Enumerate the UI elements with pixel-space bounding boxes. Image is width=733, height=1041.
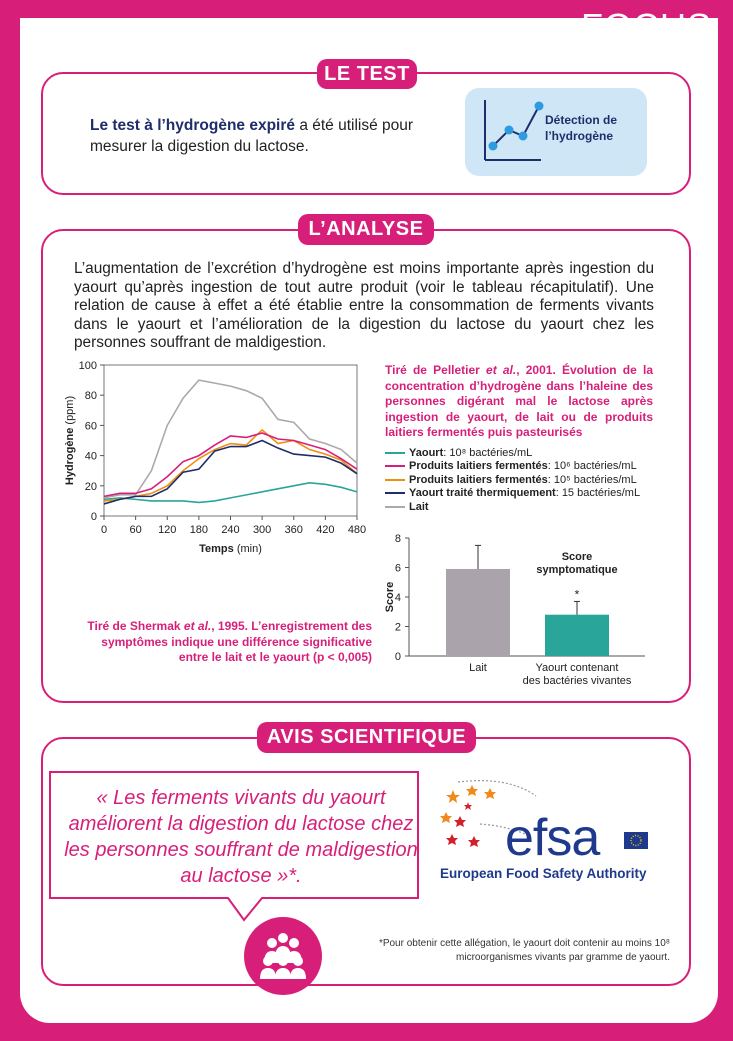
category-label: Lait — [469, 662, 487, 674]
quote-text: « Les ferments vivants du yaourt améliorent la digestion du lactose chez les personnes souffrant de maldigestion au lactose »*. — [64, 787, 418, 887]
legend-swatch — [385, 479, 405, 481]
y-axis-label — [64, 396, 76, 485]
x-tick-label: 60 — [129, 524, 142, 536]
x-tick-label: 420 — [316, 524, 335, 536]
series-line — [104, 430, 357, 501]
category-label — [523, 662, 632, 687]
analyse-title: L’ANALYSE — [298, 214, 434, 245]
efsa-wordmark: efsa — [505, 809, 600, 867]
x-tick-label: 300 — [252, 524, 272, 536]
y-axis-label-unit: (ppm) — [64, 395, 76, 428]
test-text-bold: Le test à l’hydrogène expiré — [90, 117, 296, 134]
x-axis-label-unit: (min) — [233, 543, 262, 555]
x-tick-label: 240 — [221, 524, 240, 536]
test-text-rest: a été utilisé pour mesurer la digestion du lactose. — [90, 117, 414, 155]
y-axis-label-main: Hydrogène — [64, 427, 76, 486]
x-tick-label: 360 — [284, 524, 303, 536]
x-tick-label: 480 — [347, 524, 367, 536]
category-label-line: Yaourt contenant — [535, 662, 619, 674]
x-axis-label-main: Temps — [199, 543, 234, 555]
footnote: *Pour obtenir cette allégation, le yaourt doit contenir au moins 10⁸ microorganismes vivants par gramme de yaourt. — [378, 938, 670, 963]
plot-frame — [104, 365, 357, 516]
y-tick-label: 100 — [78, 360, 97, 372]
analyse-paragraph: L’augmentation de l’excrétion d’hydrogène est moins importante après ingestion du yaourt qu’après ingestion de tout autre produit (voir le tableau récapitulatif). Une relation de cause à effet a été établie entre la consommation de ferments vivants dans le yaourt et l’amélioration de la digestion du lactose du yaourt chez les personnes souffrant de maldigestion. — [74, 260, 654, 352]
efsa-logo — [438, 778, 650, 888]
y-tick-label: 40 — [84, 450, 97, 463]
caption-shermak: Tiré de Shermak et al., 1995. L’enregistrement des symptômes indique une différence significative entre le lait et le yaourt (p < 0,005) — [87, 619, 372, 664]
legend-item: Yaourt traité thermiquement : 15 bactéries/mL — [385, 487, 640, 501]
bar-chart-title-line: symptomatique — [536, 564, 618, 576]
legend-swatch — [385, 506, 405, 508]
y-tick-label: 20 — [84, 480, 97, 493]
legend-item: Lait — [385, 500, 640, 514]
category-label-line: des bactéries vivantes — [522, 675, 632, 687]
bar — [446, 569, 510, 656]
legend-swatch — [385, 465, 405, 467]
legend-swatch — [385, 452, 405, 454]
y-tick-label: 60 — [84, 420, 97, 433]
legend-item: Produits laitiers fermentés : 10⁵ bactéries/mL — [385, 473, 640, 487]
series-line — [104, 380, 357, 498]
y-tick-label: 6 — [394, 562, 401, 575]
y-tick-label: 80 — [84, 390, 97, 403]
y-axis-label: Score — [384, 581, 396, 613]
x-tick-label: 0 — [100, 524, 108, 536]
bar — [545, 615, 609, 656]
x-axis-label — [199, 543, 262, 555]
x-tick-label: 180 — [189, 524, 209, 536]
legend-item: Produits laitiers fermentés : 10⁶ bactéries/mL — [385, 460, 640, 474]
legend-item: Yaourt : 10⁸ bactéries/mL — [385, 446, 640, 460]
y-tick-label: 0 — [90, 511, 97, 523]
people-icon-graphic — [244, 917, 322, 995]
test-title: LE TEST — [317, 59, 417, 89]
y-tick-label: 0 — [394, 651, 401, 663]
chart-legend — [385, 446, 640, 514]
people-group-icon — [244, 917, 322, 995]
bar-chart-title-line: Score — [561, 551, 593, 563]
detection-label: Détection de l’hydrogène — [545, 113, 618, 143]
star-icon — [446, 802, 480, 847]
caption-pelletier: Tiré de Pelletier et al., 2001. Évolution de la concentration d’hydrogène dans l’haleine des personnes digérant mal le lactose après ingestion de yaourt, de lait ou de produits laitiers fermentés puis pasteurisés — [385, 363, 653, 439]
bar-chart-title — [536, 551, 617, 576]
legend-swatch — [385, 492, 405, 494]
y-tick-label: 2 — [394, 621, 401, 634]
symptom-bar-chart — [375, 528, 665, 688]
test-text — [90, 115, 460, 157]
efsa-caption: European Food Safety Authority — [440, 866, 647, 881]
y-tick-label: 4 — [394, 592, 401, 604]
significance-mark: * — [574, 587, 580, 602]
x-tick-label: 120 — [158, 524, 177, 536]
hydrogen-line-chart — [60, 355, 367, 555]
y-tick-label: 8 — [394, 533, 401, 545]
avis-title: AVIS SCIENTIFIQUE — [257, 722, 476, 753]
